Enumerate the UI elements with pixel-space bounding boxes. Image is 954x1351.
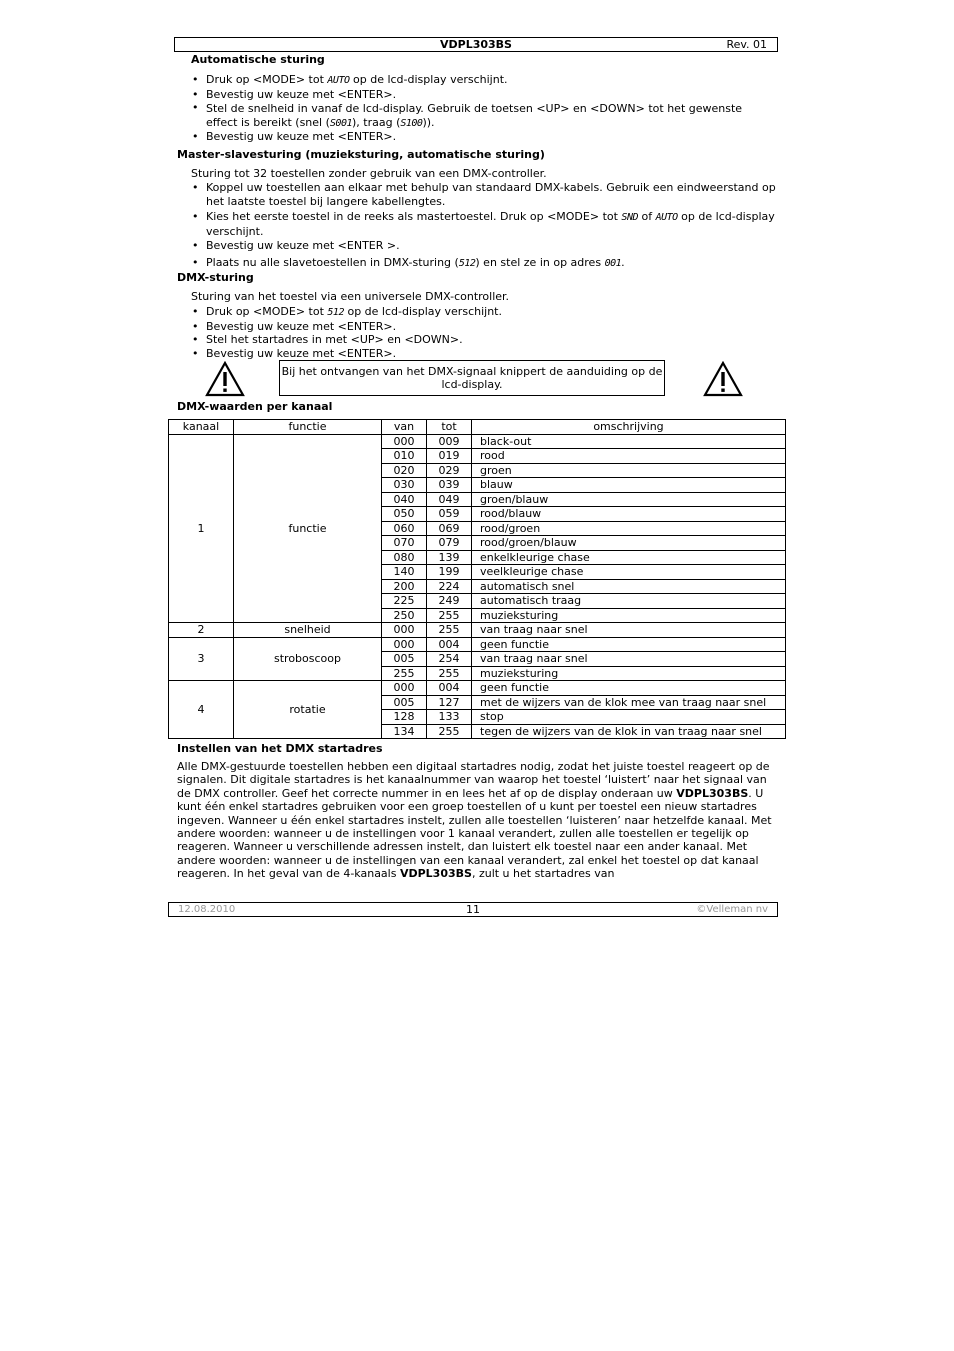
list-item: • Bevestig uw keuze met <ENTER>. <box>192 347 772 361</box>
cell-tot: 127 <box>427 695 472 710</box>
cell-omschrijving: automatisch traag <box>472 594 786 609</box>
cell-functie: functie <box>234 434 382 623</box>
page-number: 11 <box>466 903 480 916</box>
cell-van: 250 <box>382 608 427 623</box>
list-item: • Bevestig uw keuze met <ENTER>. <box>192 320 772 334</box>
cell-omschrijving: groen/blauw <box>472 492 786 507</box>
cell-van: 030 <box>382 478 427 493</box>
cell-kanaal: 4 <box>169 681 234 739</box>
cell-omschrijving: van traag naar snel <box>472 623 786 638</box>
cell-tot: 255 <box>427 623 472 638</box>
list-item: • Koppel uw toestellen aan elkaar met behulp van standaard DMX-kabels. Gebruik een eindweerstand op het laatste toestel bij langere kabellengtes. <box>192 181 776 208</box>
list-item: • Plaats nu alle slavetoestellen in DMX-sturing (512) en stel ze in op adres 001. <box>192 256 776 271</box>
doc-title: VDPL303BS <box>440 38 512 51</box>
master-intro: Sturing tot 32 toestellen zonder gebruik van een DMX-controller. <box>191 167 547 180</box>
cell-functie: rotatie <box>234 681 382 739</box>
cell-tot: 249 <box>427 594 472 609</box>
cell-van: 225 <box>382 594 427 609</box>
cell-omschrijving: black-out <box>472 434 786 449</box>
cell-omschrijving: geen functie <box>472 681 786 696</box>
start-address-paragraph: Alle DMX-gestuurde toestellen hebben een digitaal startadres nodig, zodat het juiste toestel reageert op de signalen. Dit digitale startadres is het kanaalnummer van waarop het toestel ‘luistert’ naar het signaal van de DMX controller. Geef het correcte nummer in en lees het af op de display onderaan uw VDPL303BS. U kunt één enkel startadres gebruiken voor een groep toestellen of u kunt per toestel een nieuw startadres ingeven. Wanneer u één enkel startadres instelt, zullen alle toestellen ‘luisteren’ naar hetzelfde kanaal. Met andere woorden: wanneer u de instellingen voor 1 kanaal verandert, zullen alle toestellen er tegelijk op reageren. Wanneer u verschillende adressen instelt, dan luistert elk toestel naar een ander kanaal. Met andere woorden: wanneer u de instellingen van een kanaal verandert, zal enkel het toestel op dat kanaal reageren. In het geval van de 4-kanaals VDPL303BS, zult u het startadres van <box>177 760 772 881</box>
cell-omschrijving: rood/groen/blauw <box>472 536 786 551</box>
column-header: omschrijving <box>472 420 786 435</box>
cell-van: 000 <box>382 681 427 696</box>
cell-van: 140 <box>382 565 427 580</box>
cell-tot: 139 <box>427 550 472 565</box>
cell-omschrijving: rood/blauw <box>472 507 786 522</box>
footer-copyright: ©Velleman nv <box>696 904 768 915</box>
heading-dmx: DMX-sturing <box>177 271 254 284</box>
dmx-steps <box>192 305 772 360</box>
cell-omschrijving: muzieksturing <box>472 666 786 681</box>
master-steps <box>192 181 776 270</box>
cell-tot: 049 <box>427 492 472 507</box>
list-item: • Bevestig uw keuze met <ENTER >. <box>192 239 776 253</box>
cell-van: 000 <box>382 434 427 449</box>
column-header: van <box>382 420 427 435</box>
cell-tot: 004 <box>427 681 472 696</box>
list-item: • Kies het eerste toestel in de reeks als mastertoestel. Druk op <MODE> tot SND of AUTO op de lcd-display verschijnt. <box>192 210 776 238</box>
heading-automatic: Automatische sturing <box>191 53 325 66</box>
cell-kanaal: 1 <box>169 434 234 623</box>
cell-van: 060 <box>382 521 427 536</box>
cell-functie: stroboscoop <box>234 637 382 681</box>
cell-tot: 004 <box>427 637 472 652</box>
cell-tot: 059 <box>427 507 472 522</box>
dmx-intro: Sturing van het toestel via een universele DMX-controller. <box>191 290 510 303</box>
cell-van: 010 <box>382 449 427 464</box>
list-item: • Druk op <MODE> tot AUTO op de lcd-display verschijnt. <box>192 73 772 88</box>
heading-master-slave: Master-slavesturing (muzieksturing, automatische sturing) <box>177 148 545 161</box>
table-header-row <box>169 420 786 435</box>
table-row <box>169 623 786 638</box>
footer-date: 12.08.2010 <box>178 904 236 915</box>
cell-tot: 019 <box>427 449 472 464</box>
cell-omschrijving: met de wijzers van de klok mee van traag naar snel <box>472 695 786 710</box>
cell-van: 080 <box>382 550 427 565</box>
cell-omschrijving: rood/groen <box>472 521 786 536</box>
cell-omschrijving: automatisch snel <box>472 579 786 594</box>
page-header <box>174 37 778 52</box>
page-footer <box>168 902 778 917</box>
table-row <box>169 434 786 449</box>
heading-start-address: Instellen van het DMX startadres <box>177 742 383 755</box>
cell-van: 070 <box>382 536 427 551</box>
list-item: • Bevestig uw keuze met <ENTER>. <box>192 130 772 144</box>
cell-van: 000 <box>382 623 427 638</box>
cell-tot: 009 <box>427 434 472 449</box>
cell-tot: 039 <box>427 478 472 493</box>
cell-van: 000 <box>382 637 427 652</box>
cell-van: 134 <box>382 724 427 739</box>
cell-tot: 069 <box>427 521 472 536</box>
cell-van: 050 <box>382 507 427 522</box>
cell-van: 040 <box>382 492 427 507</box>
cell-van: 200 <box>382 579 427 594</box>
cell-tot: 224 <box>427 579 472 594</box>
cell-tot: 255 <box>427 724 472 739</box>
heading-dmx-values: DMX-waarden per kanaal <box>177 400 333 413</box>
automatic-steps <box>192 73 772 144</box>
cell-tot: 079 <box>427 536 472 551</box>
cell-omschrijving: veelkleurige chase <box>472 565 786 580</box>
cell-tot: 199 <box>427 565 472 580</box>
cell-kanaal: 2 <box>169 623 234 638</box>
cell-omschrijving: stop <box>472 710 786 725</box>
list-item: • Stel de snelheid in vanaf de lcd-display. Gebruik de toetsen <UP> en <DOWN> tot het gewenste effect is bereikt (snel (S001), traag (S100)). <box>192 101 772 130</box>
warning-note: Bij het ontvangen van het DMX-signaal knippert de aanduiding op de lcd-display. <box>279 360 665 396</box>
cell-van: 255 <box>382 666 427 681</box>
column-header: functie <box>234 420 382 435</box>
list-item: • Bevestig uw keuze met <ENTER>. <box>192 88 772 102</box>
table-row <box>169 681 786 696</box>
cell-kanaal: 3 <box>169 637 234 681</box>
cell-van: 128 <box>382 710 427 725</box>
cell-van: 020 <box>382 463 427 478</box>
table-row <box>169 637 786 652</box>
cell-van: 005 <box>382 695 427 710</box>
cell-tot: 029 <box>427 463 472 478</box>
cell-tot: 254 <box>427 652 472 667</box>
cell-omschrijving: van traag naar snel <box>472 652 786 667</box>
cell-omschrijving: tegen de wijzers van de klok in van traag naar snel <box>472 724 786 739</box>
list-item: • Stel het startadres in met <UP> en <DOWN>. <box>192 333 772 347</box>
cell-van: 005 <box>382 652 427 667</box>
cell-omschrijving: blauw <box>472 478 786 493</box>
column-header: kanaal <box>169 420 234 435</box>
cell-tot: 255 <box>427 608 472 623</box>
cell-omschrijving: muzieksturing <box>472 608 786 623</box>
cell-tot: 133 <box>427 710 472 725</box>
warning-triangle-icon <box>205 361 245 397</box>
cell-omschrijving: rood <box>472 449 786 464</box>
dmx-values-table <box>168 419 786 739</box>
list-item: • Druk op <MODE> tot 512 op de lcd-display verschijnt. <box>192 305 772 320</box>
cell-functie: snelheid <box>234 623 382 638</box>
column-header: tot <box>427 420 472 435</box>
warning-triangle-icon <box>703 361 743 397</box>
cell-omschrijving: geen functie <box>472 637 786 652</box>
cell-tot: 255 <box>427 666 472 681</box>
revision: Rev. 01 <box>726 38 767 51</box>
cell-omschrijving: groen <box>472 463 786 478</box>
cell-omschrijving: enkelkleurige chase <box>472 550 786 565</box>
